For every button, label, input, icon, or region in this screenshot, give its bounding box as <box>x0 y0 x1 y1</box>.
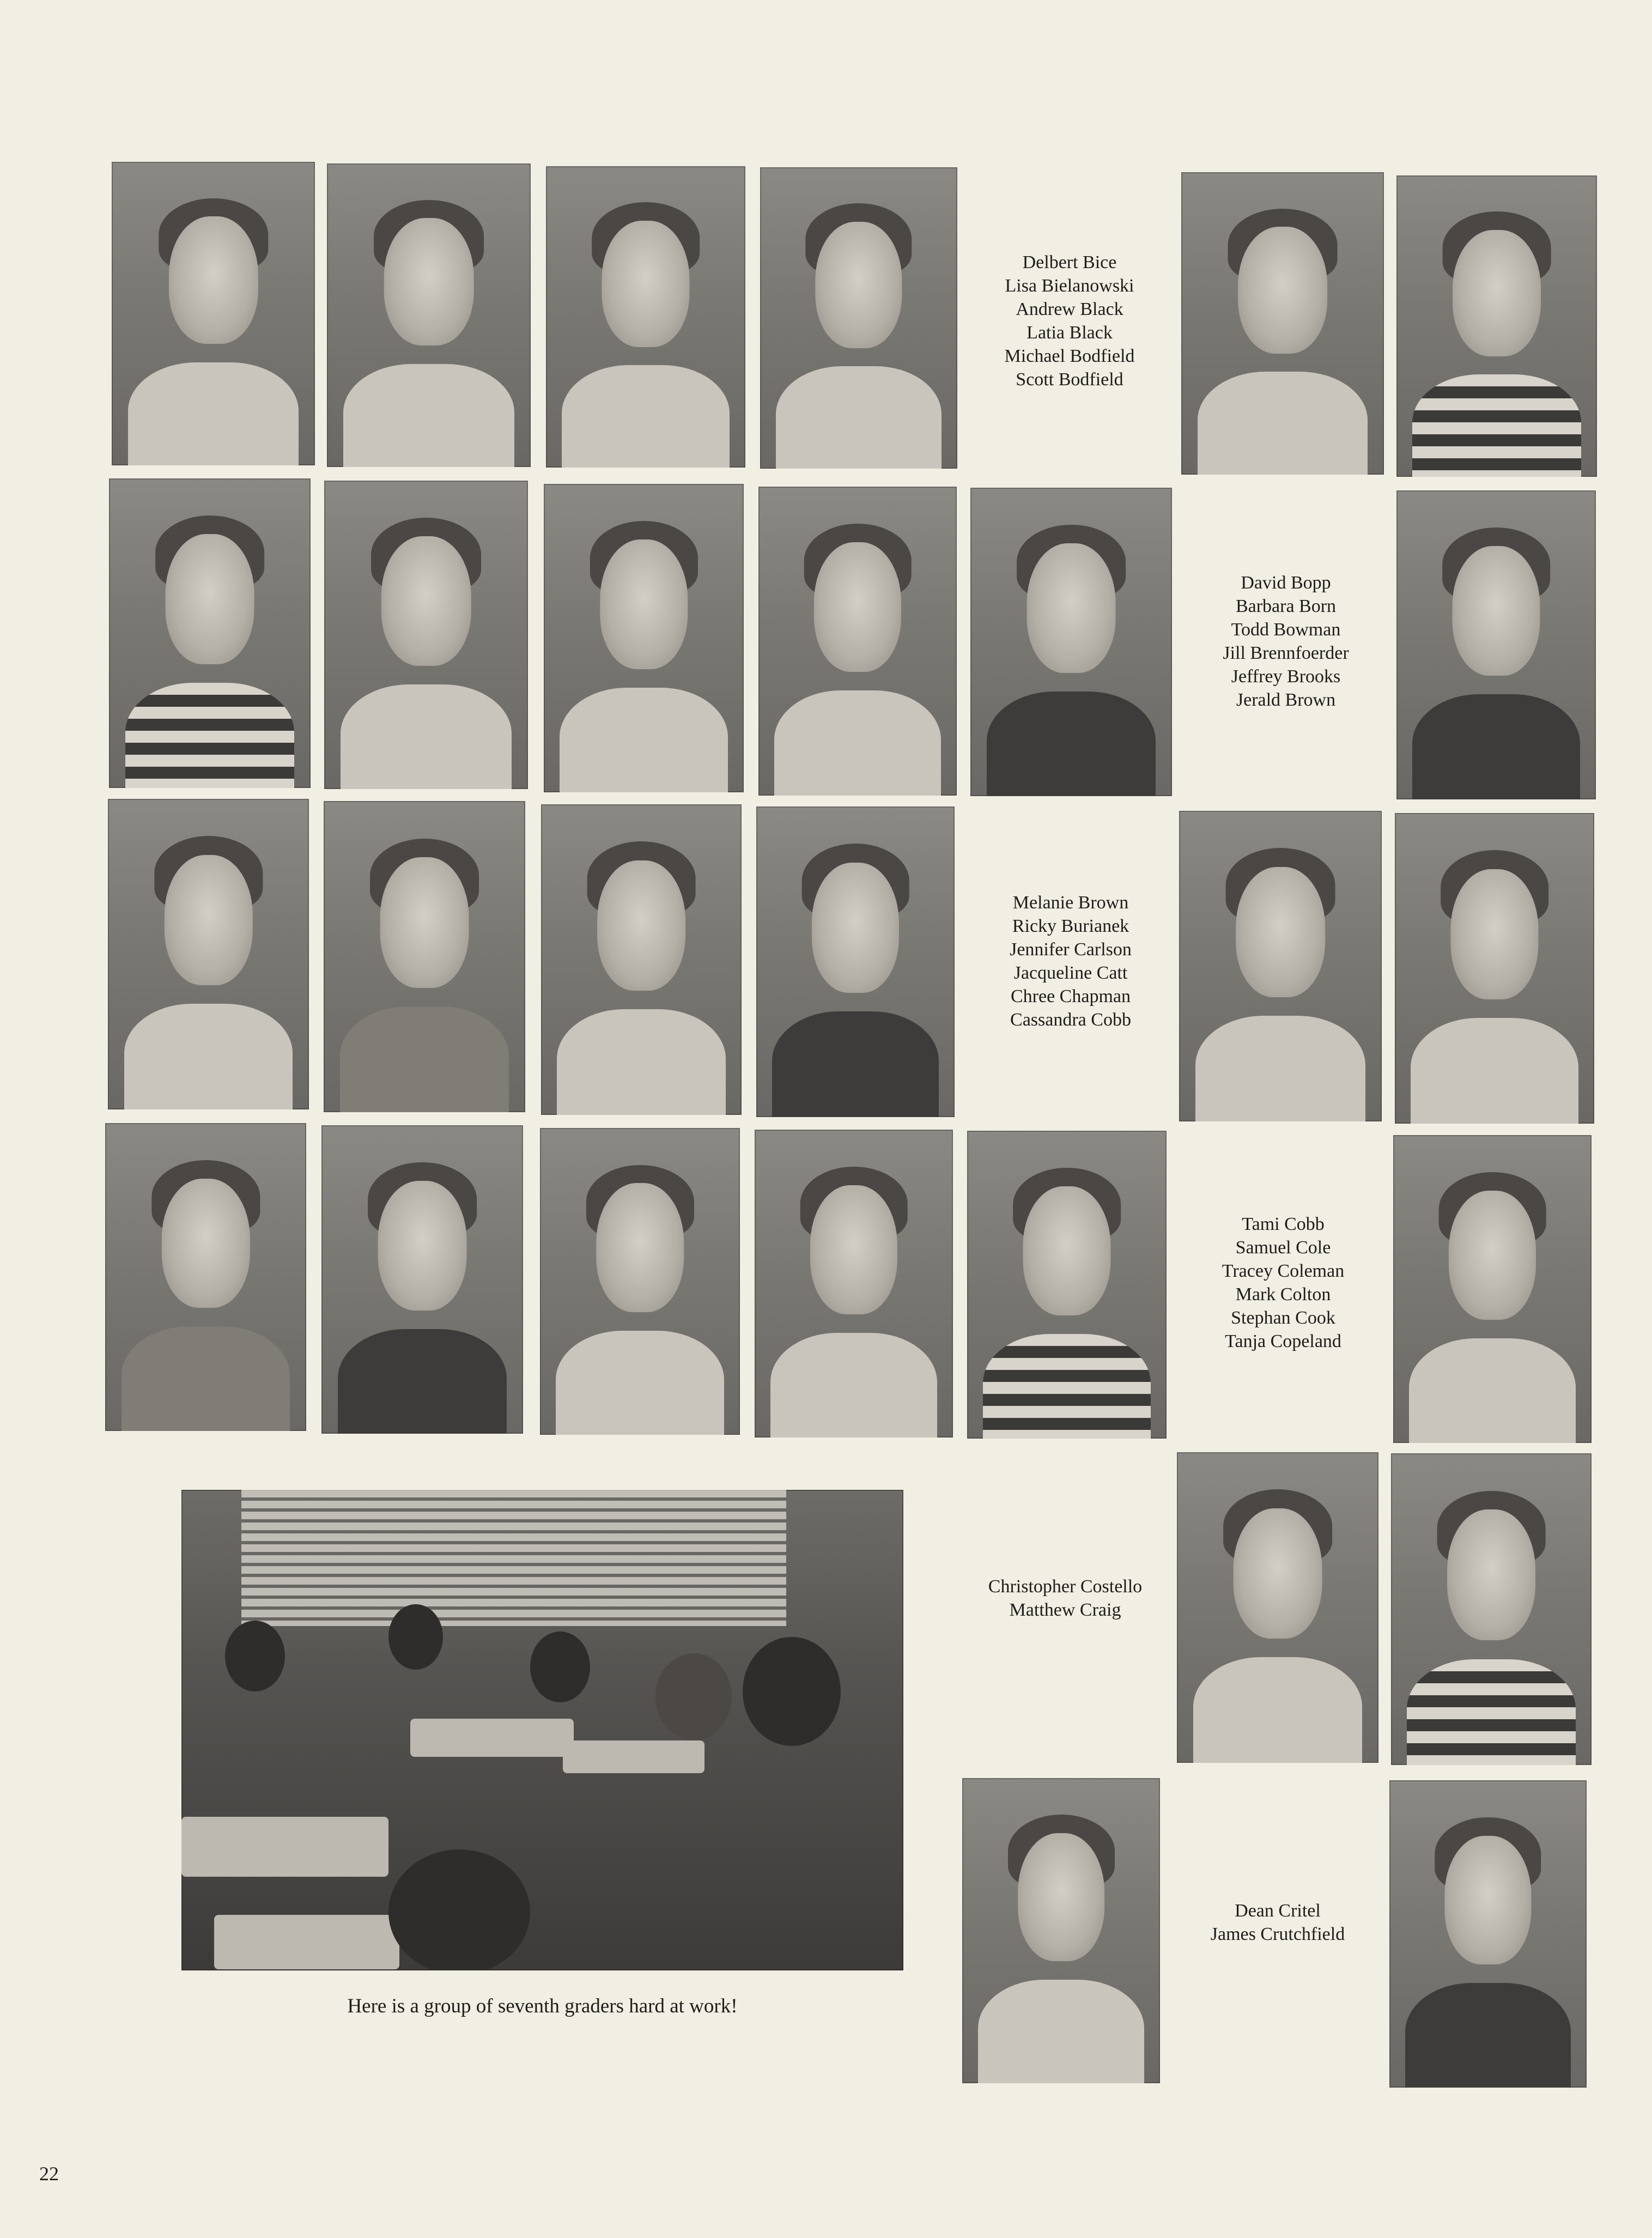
portrait-delbert-bice <box>112 162 315 465</box>
page-number: 22 <box>39 2163 59 2185</box>
student-name: Cassandra Cobb <box>1010 1010 1131 1030</box>
student-name: Jeffrey Brooks <box>1231 666 1341 687</box>
portrait-jeffrey-brooks <box>970 488 1172 796</box>
portrait-tanja-copeland <box>1393 1135 1592 1443</box>
name-list-row-5 <box>956 1575 1174 1622</box>
student-name: Scott Bodfield <box>1016 369 1123 390</box>
student-name: David Bopp <box>1241 573 1331 593</box>
portrait-lisa-bielanowski <box>327 163 531 467</box>
student-name: Barbara Born <box>1235 596 1337 616</box>
student-name: Mark Colton <box>1235 1284 1331 1305</box>
student-name: Jacqueline Catt <box>1013 963 1128 983</box>
portrait-stephan-cook <box>967 1131 1167 1439</box>
student-name: Tami Cobb <box>1242 1214 1325 1234</box>
portrait-michael-bodfield <box>1181 172 1384 475</box>
portrait-todd-bowman <box>544 484 744 792</box>
student-name: Michael Bodfield <box>1004 346 1135 366</box>
student-name: Latia Black <box>1027 323 1113 343</box>
portrait-samuel-cole <box>321 1125 523 1434</box>
portrait-cassandra-cobb <box>1395 813 1594 1124</box>
portrait-tami-cobb <box>105 1123 306 1431</box>
student-name: Jerald Brown <box>1236 690 1336 710</box>
portrait-scott-bodfield <box>1396 175 1597 477</box>
portrait-barbara-born <box>324 481 528 789</box>
student-name: Tanja Copeland <box>1225 1331 1341 1351</box>
student-name: Delbert Bice <box>1022 252 1117 272</box>
student-name: James Crutchfield <box>1210 1924 1345 1944</box>
portrait-mark-colton <box>755 1130 953 1438</box>
portrait-melanie-brown <box>108 799 309 1109</box>
student-name: Lisa Bielanowski <box>1005 276 1134 296</box>
portrait-andrew-black <box>546 166 745 468</box>
name-list-row-6 <box>1174 1899 1381 1946</box>
student-name: Jennifer Carlson <box>1010 939 1132 960</box>
student-name: Ricky Burianek <box>1012 916 1129 936</box>
portrait-jerald-brown <box>1396 490 1596 799</box>
portrait-james-crutchfield <box>1389 1780 1587 2088</box>
student-name: Andrew Black <box>1016 299 1123 319</box>
portrait-ricky-burianek <box>324 801 525 1112</box>
student-name: Chree Chapman <box>1011 986 1131 1006</box>
student-name: Christopher Costello <box>988 1576 1143 1597</box>
student-name: Matthew Craig <box>1009 1600 1121 1620</box>
name-list-row-2 <box>1182 571 1389 712</box>
student-name: Jill Brennfoerder <box>1223 643 1349 663</box>
student-name: Tracey Coleman <box>1222 1261 1345 1281</box>
portrait-matthew-craig <box>1391 1453 1592 1765</box>
name-list-row-4 <box>1180 1212 1387 1353</box>
portrait-tracey-coleman <box>540 1128 740 1435</box>
portrait-latia-black <box>760 167 957 469</box>
group-photo-caption: Here is a group of seventh graders hard at work! <box>347 1995 738 2017</box>
student-name: Samuel Cole <box>1235 1238 1331 1258</box>
student-name: Stephan Cook <box>1231 1308 1335 1328</box>
classroom-group-photo <box>181 1490 903 1970</box>
portrait-jacqueline-catt <box>756 806 955 1117</box>
portrait-chree-chapman <box>1179 811 1382 1121</box>
name-list-row-1 <box>969 251 1170 391</box>
portrait-jennifer-carlson <box>541 804 742 1115</box>
student-name: Dean Critel <box>1235 1901 1321 1921</box>
portrait-jill-brennfoerder <box>758 487 957 796</box>
portrait-dean-critel <box>962 1778 1160 2083</box>
portrait-david-bopp <box>109 478 311 788</box>
student-name: Todd Bowman <box>1231 620 1341 640</box>
student-name: Melanie Brown <box>1012 893 1129 913</box>
name-list-row-3 <box>967 891 1174 1032</box>
portrait-christopher-costello <box>1177 1452 1378 1763</box>
